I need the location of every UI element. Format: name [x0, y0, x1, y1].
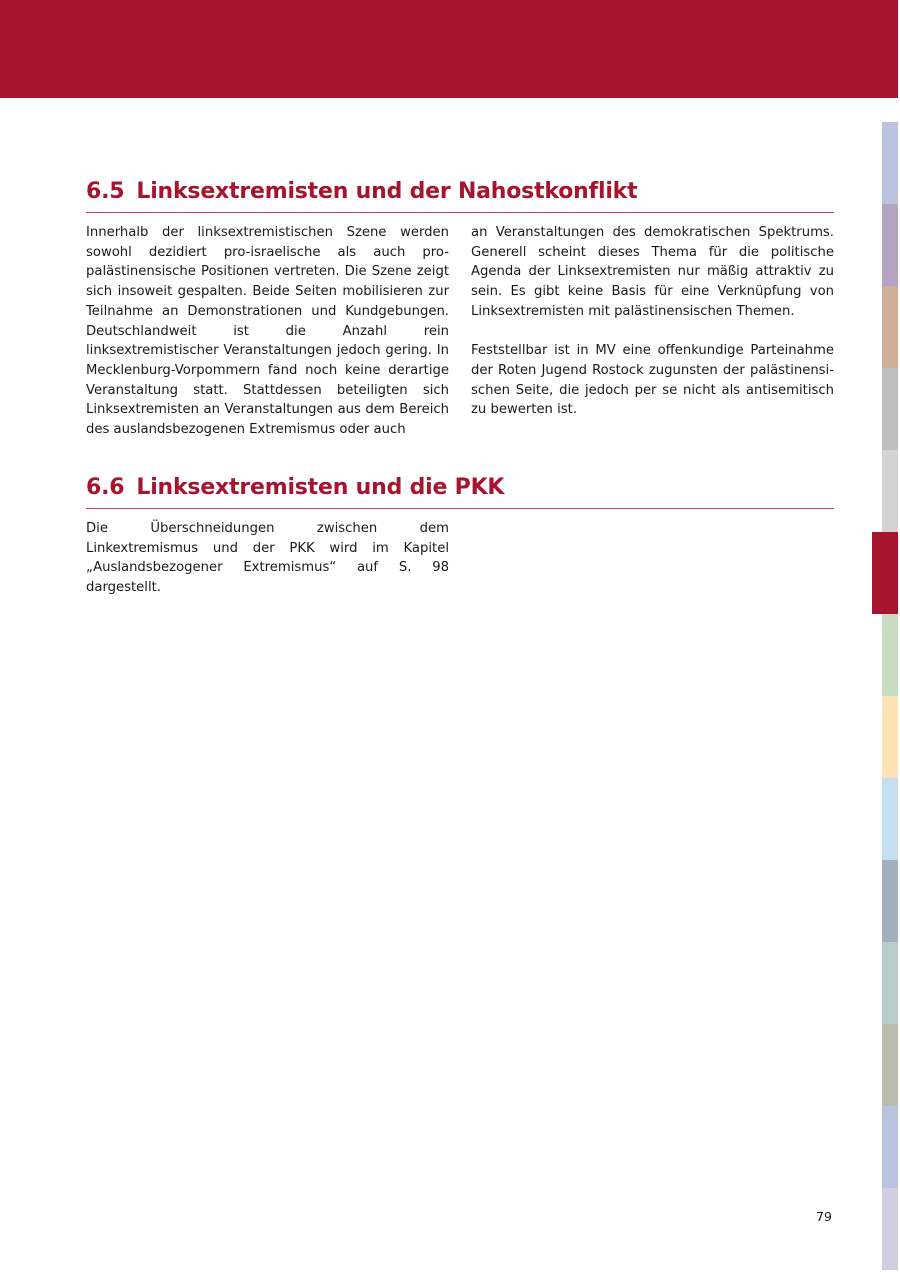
chapter-tab — [882, 1024, 898, 1106]
section-number: 6.5 — [86, 179, 125, 204]
page-number: 79 — [816, 1209, 832, 1224]
section-heading — [86, 472, 834, 504]
chapter-tab-active-extension — [872, 532, 898, 614]
chapter-tab-strip — [882, 122, 898, 1270]
chapter-tab — [882, 122, 898, 204]
chapter-tab-active — [882, 532, 898, 614]
section-title: Linksextremisten und die PKK — [136, 475, 505, 500]
chapter-tab — [882, 696, 898, 778]
chapter-tab — [882, 450, 898, 532]
chapter-tab — [882, 860, 898, 942]
section-heading — [86, 176, 834, 208]
section-6-5 — [86, 176, 834, 440]
two-column-body — [86, 519, 834, 598]
left-column — [86, 519, 449, 598]
right-column — [471, 519, 834, 598]
heading-rule — [86, 508, 834, 509]
paragraph: Innerhalb der linksextremistischen Szene werden sowohl dezidiert pro-israelische als auch pro-palästinensische Positionen vertreten. Die Szene zeigt sich insoweit gespalten. Beide Seiten mobilisieren zur Teilnahme an Demonstrationen und Kundgebungen. Deutschlandweit ist die Anzahl rein linksextremistischer Veranstaltungen jedoch gering. In Mecklenburg-Vorpommern fand noch keine derartige Veranstaltung statt. Stattdessen beteiligten sich Linksextremisten an Veranstaltungen aus dem Bereich des auslandsbezogenen Extremismus oder auch — [86, 225, 449, 438]
section-number: 6.6 — [86, 475, 125, 500]
top-color-band — [0, 0, 898, 98]
chapter-tab — [882, 614, 898, 696]
left-column — [86, 223, 449, 440]
heading-rule — [86, 212, 834, 213]
right-column — [471, 223, 834, 440]
chapter-tab — [882, 942, 898, 1024]
chapter-tab — [882, 778, 898, 860]
section-title: Linksextremisten und der Nahostkonflikt — [136, 179, 638, 204]
section-6-6 — [86, 472, 834, 598]
chapter-tab — [882, 204, 898, 286]
chapter-tab — [882, 286, 898, 368]
two-column-body — [86, 223, 834, 440]
paragraph: an Veranstaltungen des demokratischen Spektrums. Generell scheint dieses Thema für die politische Agenda der Linksextremisten nur mäßig attraktiv zu sein. Es gibt keine Basis für eine Verknüpfung von Linksextremisten mit palästinensischen Themen. — [471, 225, 834, 319]
paragraph: Feststellbar ist in MV eine offenkundige Parteinahme der Roten Jugend Rostock zugunsten der palästinensischen Seite, die jedoch per se nicht als antisemitisch zu bewerten ist. — [471, 343, 834, 418]
chapter-tab — [882, 1188, 898, 1270]
chapter-tab — [882, 368, 898, 450]
paragraph: Die Überschneidungen zwischen dem Linkextremismus und der PKK wird im Kapitel „Auslandsbezogener Extremismus“ auf S. 98 dargestellt. — [86, 521, 449, 596]
chapter-tab — [882, 1106, 898, 1188]
